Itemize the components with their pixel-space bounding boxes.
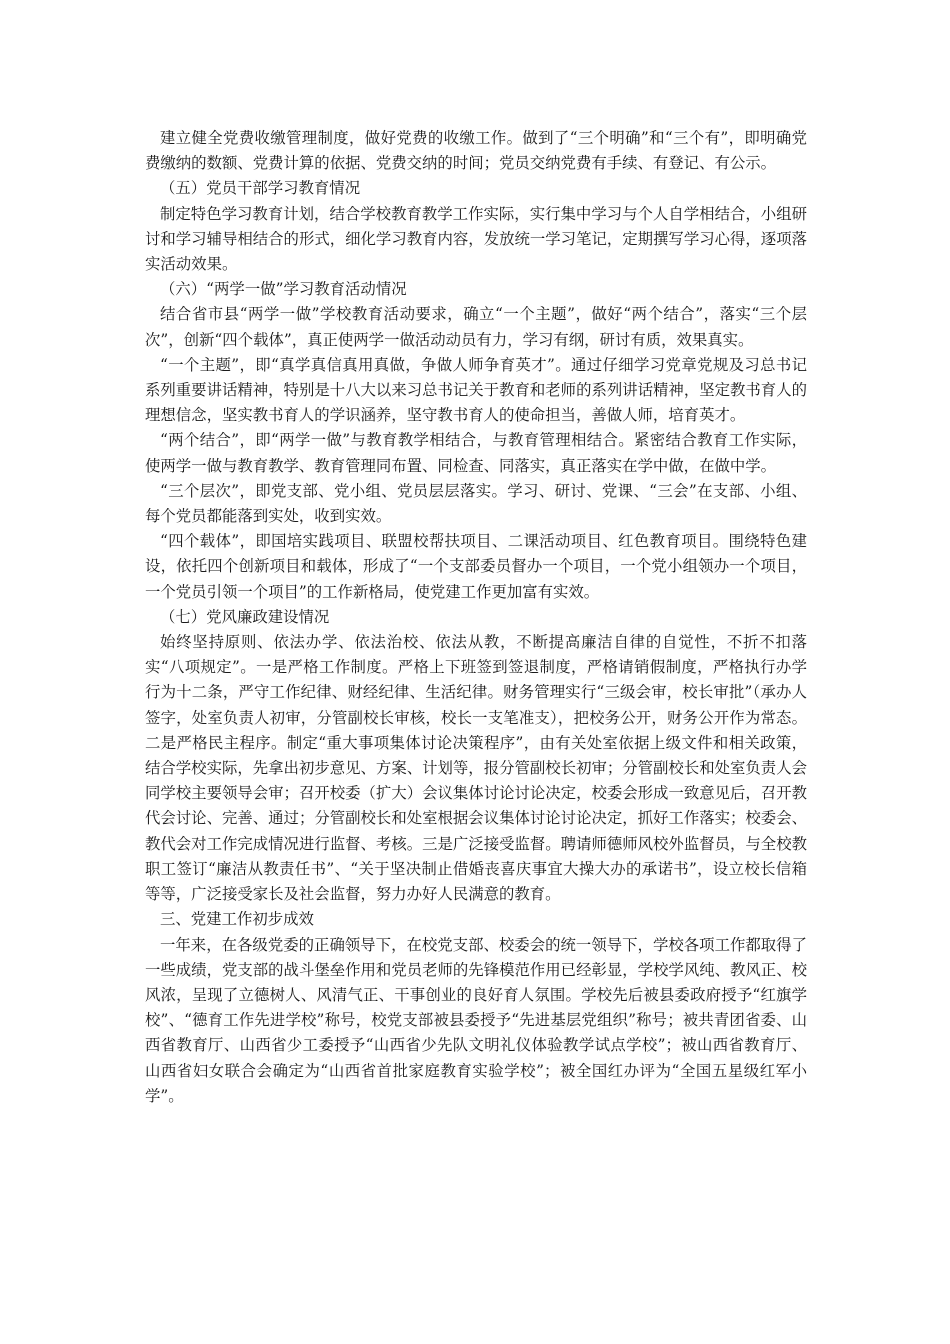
heading-integrity-building: （七）党风廉政建设情况: [160, 607, 330, 626]
paragraph-integrity-details: 始终坚持原则、依法办学、依法治校、依法从教，不断提高廉洁自律的自觉性，不折不扣落实“八项规定”。一是严格工作制度。严格上下班签到签退制度，严格请销假制度，严格执行办学行为十二条，严守工作纪律、财经纪律、生活纪律。财务管理实行“三级会审，校长审批”（承办人签字，处室负责人初审，分管副校长审核，校长一支笔准支），把校务公开，财务公开作为常态。二是严格民主程序。制定“重大事项集体讨论决策程序”，由有关处室依据上级文件和相关政策，结合学校实际，先拿出初步意见、方案、计划等，报分管副校长初审；分管副校长和处室负责人会同学校主要领导会审；召开校委（扩大）会议集体讨论讨论决定，校委会形成一致意见后，召开教代会讨论、完善、通过；分管副校长和处室根据会议集体讨论讨论决定，抓好工作落实；校委会、教代会对工作完成情况进行监督、考核。三是广泛接受监督。聘请师德师风校外监督员，与全校教职工签订“廉洁从教责任书”、“关于坚决制止借婚丧喜庆事宜大操大办的承诺书”，设立校长信箱等等，广泛接受家长及社会监督，努力办好人民满意的教育。: [145, 633, 807, 904]
heading-study-education: （五）党员干部学习教育情况: [160, 179, 361, 198]
paragraph-achievements: 一年来，在各级党委的正确领导下，在校党支部、校委会的统一领导下，学校各项工作都取得了一些成绩，党支部的战斗堡垒作用和党员老师的先锋模范作用已经彰显，学校学风纯、教风正、校风浓，呈现了立德树人、风清气正、干事创业的良好育人氛围。学校先后被县委政府授予“红旗学校”、“德育工作先进学校”称号，校党支部被县委授予“先进基层党组织”称号；被共青团省委、山西省教育厅、山西省少工委授予“山西省少先队文明礼仪体验教学试点学校”；被山西省教育厅、山西省妇女联合会确定为“山西省首批家庭教育实验学校”；被全国红办评为“全国五星级红军小学”。: [145, 935, 807, 1105]
heading-preliminary-results: 三、党建工作初步成效: [160, 910, 314, 929]
paragraph-study-plan: 制定特色学习教育计划，结合学校教育教学工作实际，实行集中学习与个人自学相结合，小组研讨和学习辅导相结合的形式，细化学习教育内容，发放统一学习笔记，定期撰写学习心得，逐项落实活动效果。: [145, 204, 807, 274]
document-page: [145, 126, 807, 1109]
paragraph-two-combinations: “两个结合”，即“两学一做”与教育教学相结合，与教育管理相结合。紧密结合教育工作实际，使两学一做与教育教学、教育管理同布置、同检查、同落实，真正落实在学中做，在做中学。: [145, 431, 807, 475]
paragraph-three-levels: “三个层次”，即党支部、党小组、党员层层落实。学习、研讨、党课、“三会”在支部、小组、每个党员都能落到实处，收到实效。: [145, 481, 807, 526]
paragraph-one-theme: “一个主题”，即“真学真信真用真做，争做人师争育英才”。通过仔细学习党章党规及习总书记系列重要讲话精神，特别是十八大以来习总书记关于教育和老师的系列讲话精神，坚定教书育人的理想信念，坚实教书育人的学识涵养，坚守教书育人的使命担当，善做人师，培育英才。: [145, 355, 807, 425]
paragraph-four-carriers: “四个载体”，即国培实践项目、联盟校帮扶项目、二课活动项目、红色教育项目。围绕特色建设，依托四个创新项目和载体，形成了“一个支部委员督办一个项目，一个党小组领办一个项目，一个党员引领一个项目”的工作新格局，使党建工作更加富有实效。: [145, 532, 807, 601]
paragraph-party-dues: 建立健全党费收缴管理制度，做好党费的收缴工作。做到了“三个明确”和“三个有”，即明确党费缴纳的数额、党费计算的依据、党费交纳的时间；党员交纳党费有手续、有登记、有公示。: [145, 129, 807, 173]
heading-two-studies-one-action: （六）“两学一做”学习教育活动情况: [160, 280, 407, 299]
paragraph-activity-requirements: 结合省市县“两学一做”学校教育活动要求，确立“一个主题”，做好“两个结合”，落实“三个层次”，创新“四个载体”，真正使两学一做活动动员有力，学习有纲，研讨有质，效果真实。: [145, 305, 807, 349]
